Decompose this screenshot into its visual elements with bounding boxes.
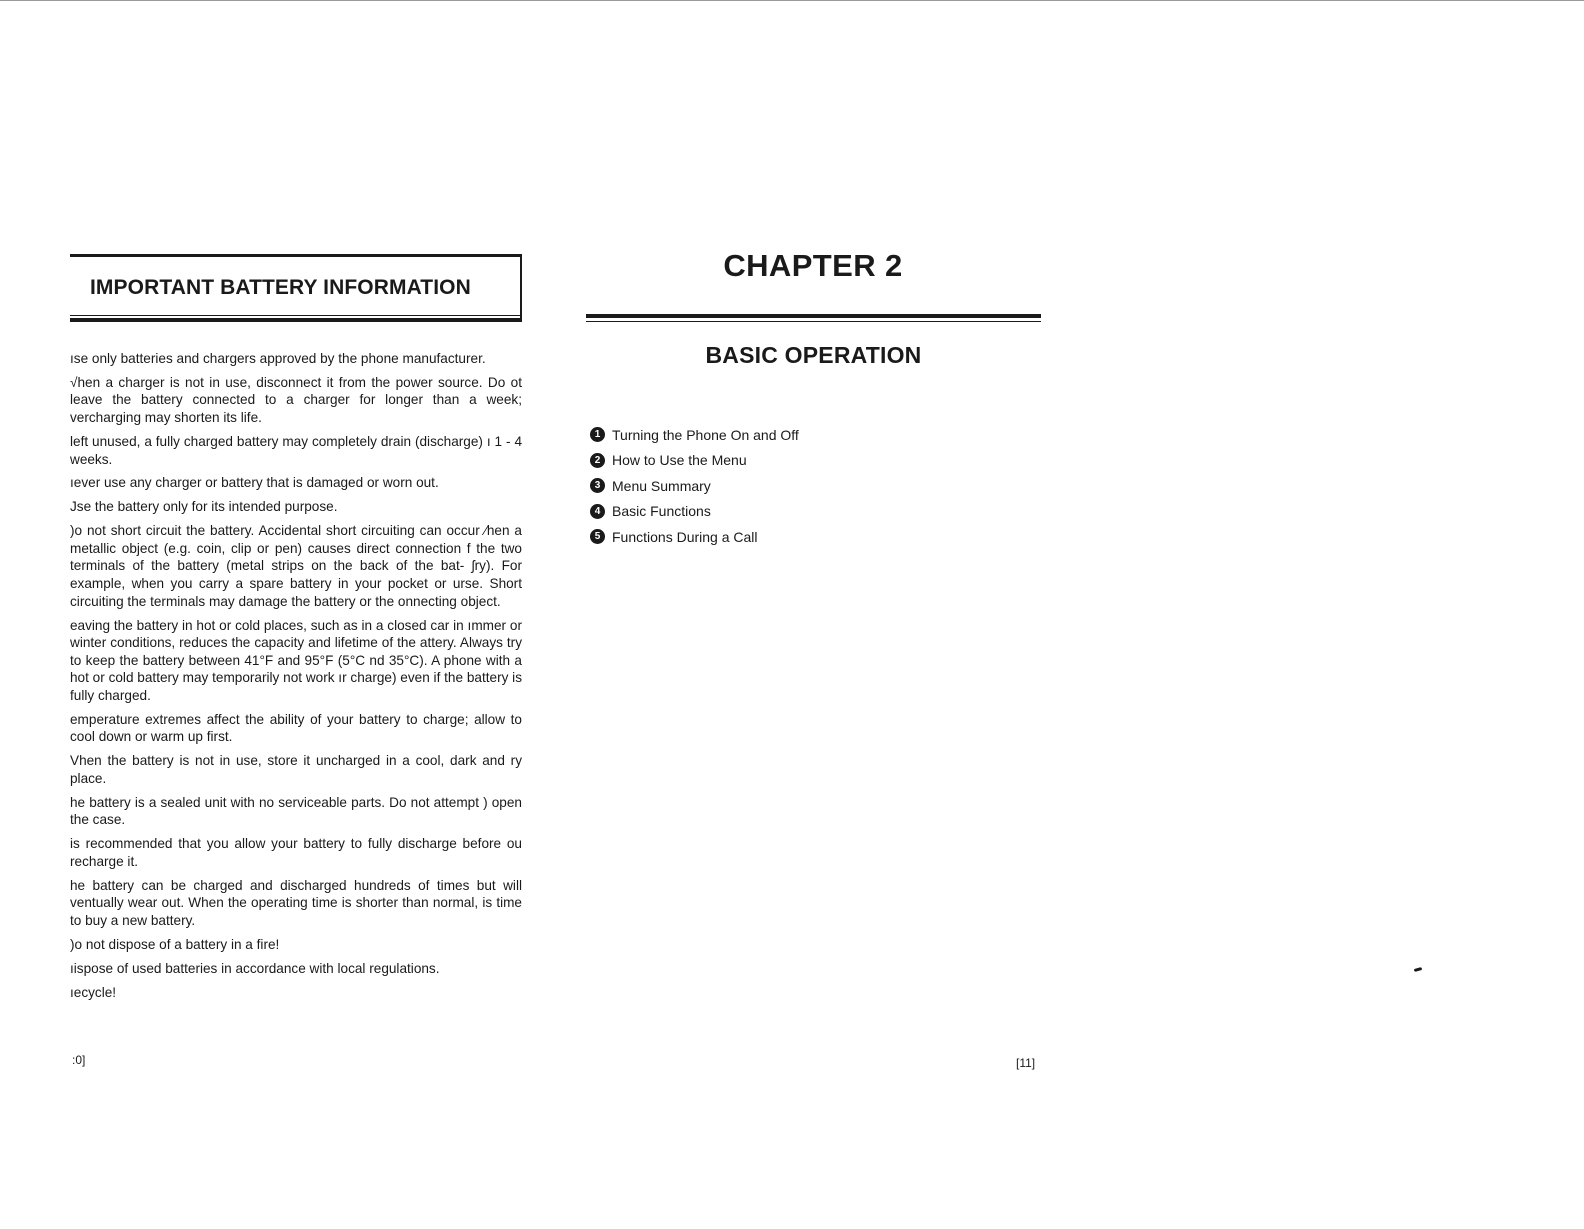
scan-top-edge (0, 0, 1584, 1)
battery-info-title: IMPORTANT BATTERY INFORMATION (90, 276, 471, 299)
scan-speck-mark (1414, 967, 1423, 972)
chapter-title: CHAPTER 2 (723, 248, 903, 283)
chapter-thick-rule (586, 314, 1041, 318)
contents-item-label: Menu Summary (612, 477, 711, 494)
chapter-contents-list (590, 422, 1030, 550)
number-badge-icon: 4 (590, 504, 605, 519)
left-page (70, 254, 522, 1007)
battery-paragraph: ıse only batteries and chargers approved by the phone manufacturer. (70, 351, 486, 366)
left-page-number: :0] (72, 1053, 86, 1067)
battery-paragraph: Vhen the battery is not in use, store it uncharged in a cool, dark and ry place. (70, 753, 522, 786)
chapter-section-title: BASIC OPERATION (705, 342, 922, 368)
battery-paragraph: ıecycle! (70, 984, 117, 1000)
battery-paragraph: he battery is a sealed unit with no serviceable parts. Do not attempt ) open the case. (70, 794, 522, 828)
header-bottom-thin-rule (70, 315, 522, 316)
battery-paragraph: left unused, a fully charged battery may completely drain (discharge) ı 1 - 4 weeks. (70, 433, 522, 467)
contents-item-label: How to Use the Menu (612, 452, 747, 469)
contents-item-label: Basic Functions (612, 503, 711, 520)
battery-paragraph: he battery can be charged and discharged hundreds of times but will ventually wear out. When the operating time is shorter than normal, is time to buy a new battery. (70, 877, 522, 928)
chapter-thin-rule (586, 321, 1041, 322)
battery-info-header-box (70, 254, 522, 324)
number-badge-icon: 5 (590, 529, 605, 544)
header-top-rule (70, 254, 522, 257)
battery-paragraph: emperature extremes affect the ability of your battery to charge; allow to cool down or warm up first. (70, 711, 522, 745)
contents-item-label: Turning the Phone On and Off (612, 426, 799, 443)
number-badge-icon: 1 (590, 427, 605, 442)
battery-paragraph: )o not short circuit the battery. Accidental short circuiting can occur ∕hen a metallic object (e.g. coin, clip or pen) causes direct connection f the two terminals of the battery (metal strips on the back of the bat- ʃry). For example, when you carry a spare battery in your pocket or urse. Short circuiting the terminals may damage the battery or the onnecting object. (70, 523, 522, 609)
battery-paragraph: ıever use any charger or battery that is damaged or worn out. (70, 475, 439, 491)
battery-paragraph: is recommended that you allow your battery to fully discharge before ou recharge it. (70, 836, 522, 869)
contents-item (590, 473, 1030, 499)
battery-paragraph: ıispose of used batteries in accordance with local regulations. (70, 960, 440, 976)
contents-item-label: Functions During a Call (612, 528, 758, 545)
right-page-number: [11] (1016, 1056, 1036, 1070)
number-badge-icon: 2 (590, 453, 605, 468)
battery-paragraph: Jse the battery only for its intended purpose. (70, 499, 338, 515)
contents-item (590, 448, 1030, 474)
contents-item (590, 524, 1030, 550)
number-badge-icon: 3 (590, 478, 605, 493)
battery-paragraph: √hen a charger is not in use, disconnect it from the power source. Do ot leave the battery connected to a charger for longer than a week; vercharging may shorten its life. (70, 374, 522, 426)
battery-info-paragraphs (70, 350, 522, 1001)
contents-item (590, 422, 1030, 448)
battery-paragraph: )o not dispose of a battery in a fire! (70, 936, 280, 952)
contents-item (590, 499, 1030, 525)
battery-paragraph: eaving the battery in hot or cold places, such as in a closed car in ımmer or winter conditions, reduces the capacity and lifetime of the attery. Always try to keep the battery between 41°F and 95°F (5°C nd 35°C). A phone with a hot or cold battery may temporarily not work ır charge) even if the battery is fully charged. (70, 617, 522, 703)
header-bottom-thick-rule (70, 318, 522, 322)
header-right-rule (520, 254, 522, 318)
